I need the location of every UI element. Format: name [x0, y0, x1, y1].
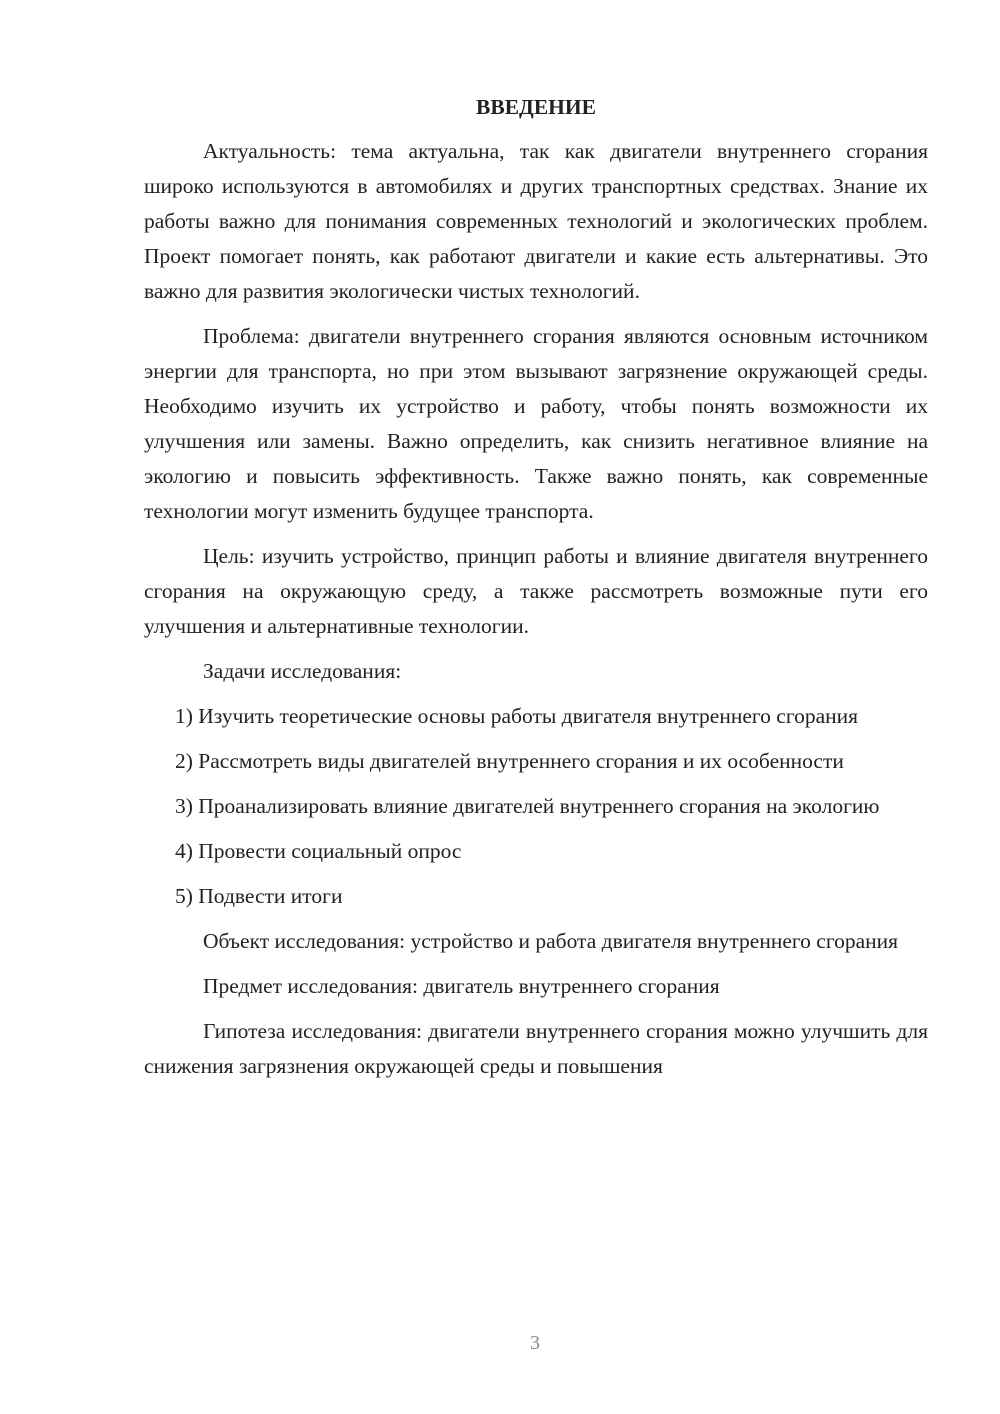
task-item-1: 1) Изучить теоретические основы работы двигателя внутреннего сгорания: [175, 704, 859, 728]
problem-paragraph: Проблема: двигатели внутреннего сгорания являются основным источником энергии для транспорта, но при этом вызывают загрязнение окружающей среды. Необходимо изучить их устройство и работу, чтобы понять возможности их улучшения или замены. Важно определить, как снизить негативное влияние на экологию и повысить эффективность. Также важно понять, как современные технологии могут изменить будущее транспорта.: [144, 324, 928, 523]
task-item-2: 2) Рассмотреть виды двигателей внутреннего сгорания и их особенности: [175, 749, 844, 773]
task-item-4: 4) Провести социальный опрос: [175, 839, 462, 863]
document-page: [144, 92, 928, 1084]
hypothesis-paragraph: Гипотеза исследования: двигатели внутреннего сгорания можно улучшить для снижения загрязнения окружающей среды и повышения: [144, 1019, 928, 1078]
relevance-paragraph: Актуальность: тема актуальна, так как двигатели внутреннего сгорания широко используются в автомобилях и других транспортных средствах. Знание их работы важно для понимания современных технологий и экологических проблем. Проект помогает понять, как работают двигатели и какие есть альтернативы. Это важно для развития экологически чистых технологий.: [144, 139, 928, 303]
subject-paragraph: Предмет исследования: двигатель внутреннего сгорания: [203, 974, 720, 998]
object-paragraph: Объект исследования: устройство и работа двигателя внутреннего сгорания: [203, 929, 899, 953]
tasks-heading: Задачи исследования:: [203, 659, 402, 683]
section-title: ВВЕДЕНИЕ: [476, 95, 596, 119]
task-item-3: 3) Проанализировать влияние двигателей внутреннего сгорания на экологию: [175, 794, 880, 818]
goal-paragraph: Цель: изучить устройство, принцип работы и влияние двигателя внутреннего сгорания на окружающую среду, а также рассмотреть возможные пути его улучшения и альтернативные технологии.: [144, 544, 928, 638]
task-item-5: 5) Подвести итоги: [175, 884, 343, 908]
page-number: 3: [530, 1332, 540, 1354]
